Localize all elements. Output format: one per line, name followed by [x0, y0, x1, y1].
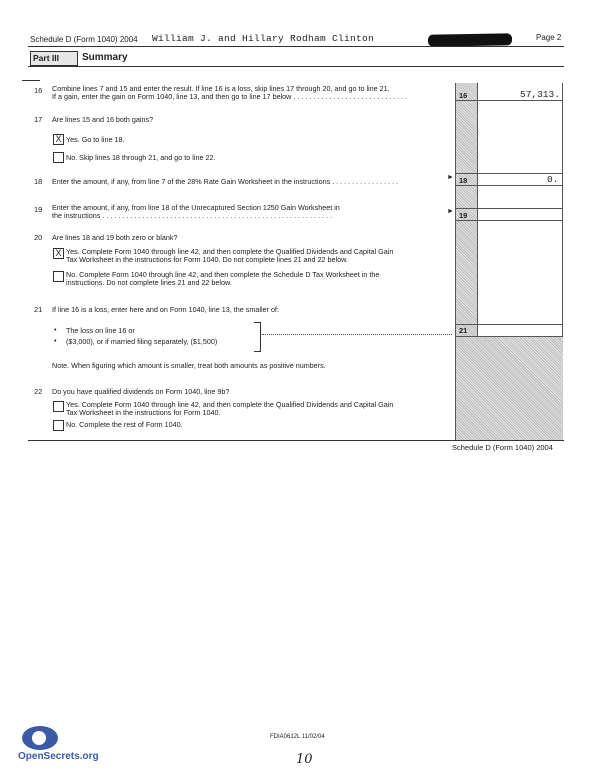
line-number: 22	[34, 387, 43, 396]
taxpayer-names: William J. and Hillary Rodham Clinton	[152, 33, 375, 44]
handwritten-page-number: 10	[296, 752, 313, 767]
part-title: Summary	[82, 52, 128, 63]
watermark-logo[interactable]: OpenSecrets.org	[18, 751, 99, 762]
line-number: 20	[34, 233, 43, 242]
line-box-number: 21	[459, 326, 468, 335]
bullet-icon: •	[54, 325, 57, 334]
checkbox-label: No. Complete Form 1040 through line 42, and then complete the Schedule D Tax Worksheet in the	[66, 270, 380, 279]
no-checkbox[interactable]	[53, 420, 64, 431]
checkbox-label: Tax Worksheet in the instructions for Form 1040. Do not complete lines 21 and 22 below.	[66, 255, 348, 264]
form-header: Schedule D (Form 1040) 2004	[30, 35, 138, 44]
column-rule	[562, 83, 563, 336]
line-number: 16	[34, 86, 43, 95]
divider	[28, 46, 564, 47]
line21-text: If line 16 is a loss, enter here and on Form 1040, line 13, the smaller of:	[52, 305, 279, 314]
part-label: Part III	[30, 51, 78, 66]
row-rule	[455, 220, 563, 221]
footer-form: Schedule D (Form 1040) 2004	[452, 443, 553, 452]
line21-option: ($3,000), or if married filing separately, ($1,500)	[66, 337, 218, 346]
page-number: Page 2	[536, 33, 562, 42]
checkbox-label: instructions. Do not complete lines 21 and 22 below.	[66, 278, 232, 287]
line19-text: the instructions . . . . . . . . . . . . . . . . . . . . . . . . . . . . . . . . . . . . . . . . . . . . . . . . . . . . . . . . . .	[52, 211, 332, 220]
arrow-icon: ►	[447, 174, 454, 181]
no-checkbox[interactable]	[53, 152, 64, 163]
row-rule	[455, 185, 563, 186]
line-number: 17	[34, 115, 43, 124]
row-rule	[455, 100, 563, 101]
margin-mark	[22, 80, 40, 81]
line18-value: 0.	[547, 174, 559, 185]
logo-eye-icon	[32, 731, 46, 745]
no-checkbox[interactable]	[53, 271, 64, 282]
line-box-number: 16	[459, 91, 468, 100]
line20-question: Are lines 18 and 19 both zero or blank?	[52, 233, 178, 242]
column-rule	[455, 83, 456, 440]
line-box-number: 19	[459, 211, 468, 220]
checkbox-label: Yes. Complete Form 1040 through line 42, and then complete the Qualified Dividends and Capital Gain	[66, 400, 394, 409]
line16-text: Combine lines 7 and 15 and enter the result. If line 16 is a loss, skip lines 17 through 20, and go to line 21.	[52, 84, 390, 93]
row-rule	[455, 336, 563, 337]
line22-question: Do you have qualified dividends on Form 1040, line 9b?	[52, 387, 230, 396]
line-number: 19	[34, 205, 43, 214]
checkbox-label: No. Skip lines 18 through 21, and go to line 22.	[66, 153, 216, 162]
arrow-icon: ►	[447, 208, 454, 215]
line17-question: Are lines 15 and 16 both gains?	[52, 115, 154, 124]
yes-checkbox[interactable]: X	[53, 134, 64, 145]
bracket	[254, 322, 261, 352]
redaction-bar	[428, 33, 512, 46]
line16-value: 57,313.	[520, 89, 560, 100]
line18-text: Enter the amount, if any, from line 7 of the 28% Rate Gain Worksheet in the instructions . . . . . . . . . . . . . . . . .	[52, 177, 399, 186]
row-rule	[455, 208, 563, 209]
checkbox-label: Yes. Go to line 18.	[66, 135, 125, 144]
form-code: FDIA0612L 11/02/04	[270, 734, 325, 740]
line-number: 21	[34, 305, 43, 314]
column-rule	[477, 83, 478, 336]
yes-checkbox[interactable]: X	[53, 248, 64, 259]
divider	[28, 66, 564, 67]
line21-option: The loss on line 16 or	[66, 326, 135, 335]
line-number: 18	[34, 177, 43, 186]
shaded-area	[455, 336, 563, 440]
checkbox-label: Tax Worksheet in the instructions for Form 1040.	[66, 408, 221, 417]
line21-note: Note. When figuring which amount is smaller, treat both amounts as positive numbers.	[52, 361, 326, 370]
line16-text: If a gain, enter the gain on Form 1040, line 13, and then go to line 17 below . . . . . . . . . . . . . . . . . . . . . . . . . . . . .	[52, 92, 408, 101]
row-rule	[455, 324, 563, 325]
dotted-leader	[262, 334, 452, 335]
divider	[28, 440, 564, 441]
checkbox-label: No. Complete the rest of Form 1040.	[66, 420, 183, 429]
line19-text: Enter the amount, if any, from line 18 of the Unrecaptured Section 1250 Gain Worksheet in	[52, 203, 340, 212]
yes-checkbox[interactable]	[53, 401, 64, 412]
line-box-number: 18	[459, 176, 468, 185]
bullet-icon: •	[54, 336, 57, 345]
checkbox-label: Yes. Complete Form 1040 through line 42, and then complete the Qualified Dividends and Capital Gain	[66, 247, 394, 256]
